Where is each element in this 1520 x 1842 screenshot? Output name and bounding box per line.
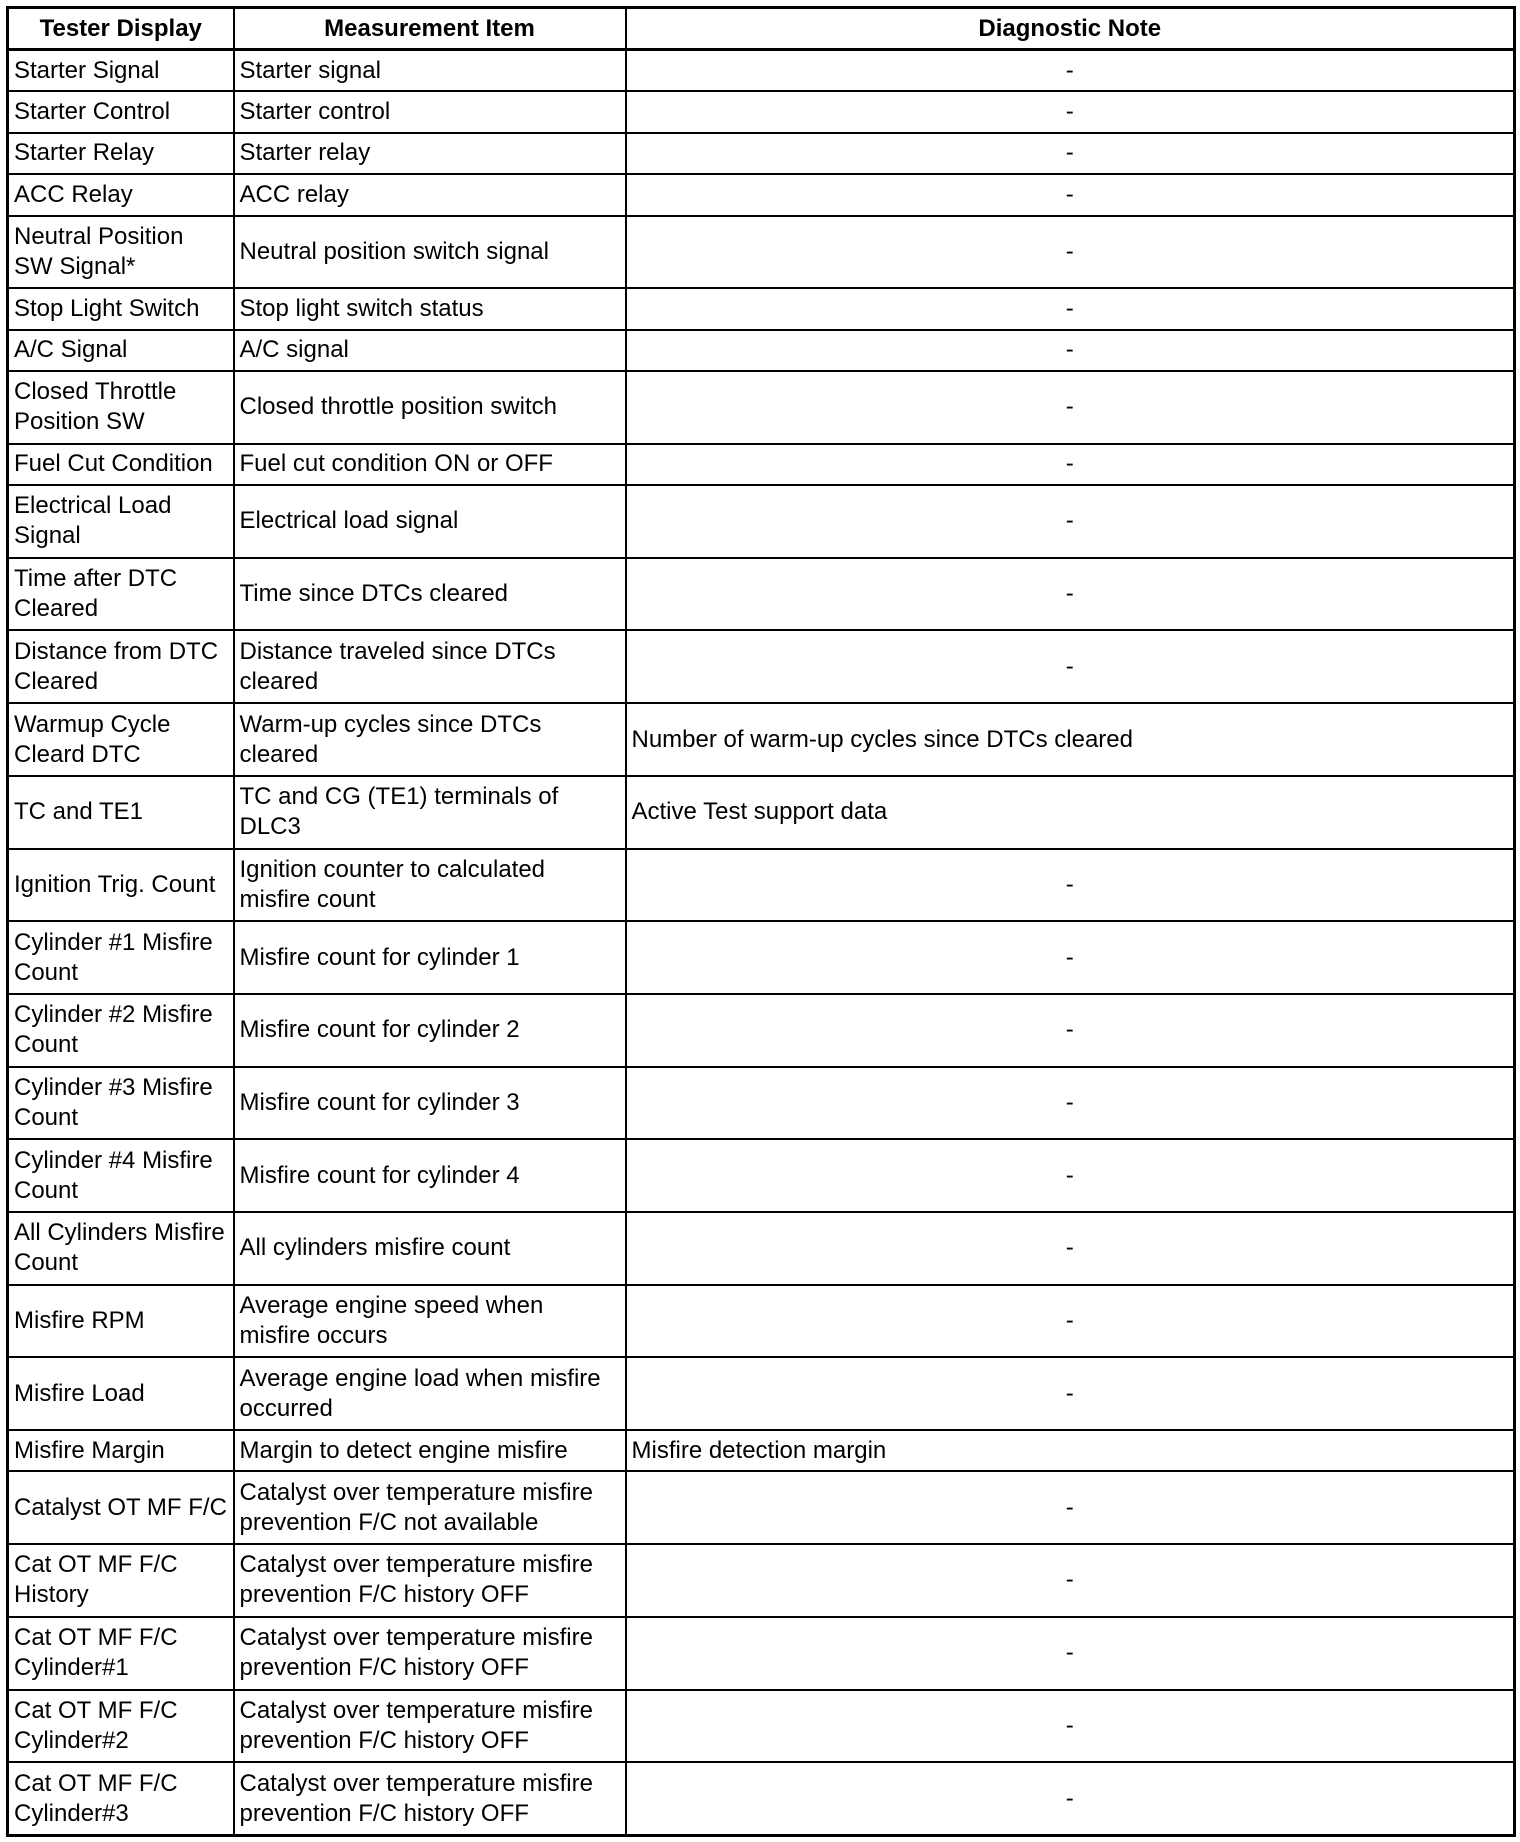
table-row: [8, 1139, 1515, 1212]
cell-tester-display: A/C Signal: [8, 330, 234, 371]
cell-diagnostic-note: Misfire detection margin: [626, 1430, 1515, 1471]
cell-diagnostic-note: -: [626, 1067, 1515, 1140]
table-row: [8, 558, 1515, 631]
cell-tester-display: Cylinder #3 Misfire Count: [8, 1067, 234, 1140]
cell-measurement-item: Average engine speed when misfire occurs: [234, 1285, 626, 1358]
table-row: [8, 1430, 1515, 1471]
cell-measurement-item: Distance traveled since DTCs cleared: [234, 630, 626, 703]
table-row: [8, 1357, 1515, 1430]
cell-diagnostic-note: -: [626, 371, 1515, 444]
cell-tester-display: All Cylinders Misfire Count: [8, 1212, 234, 1285]
cell-measurement-item: Warm-up cycles since DTCs cleared: [234, 703, 626, 776]
cell-measurement-item: Misfire count for cylinder 3: [234, 1067, 626, 1140]
cell-diagnostic-note: -: [626, 50, 1515, 92]
header-diagnostic-note: Diagnostic Note: [626, 8, 1515, 50]
table-row: [8, 994, 1515, 1067]
cell-diagnostic-note: -: [626, 485, 1515, 558]
table-row: [8, 50, 1515, 92]
cell-measurement-item: Misfire count for cylinder 1: [234, 921, 626, 994]
cell-tester-display: Cat OT MF F/C History: [8, 1544, 234, 1617]
cell-measurement-item: Starter control: [234, 91, 626, 132]
cell-tester-display: Electrical Load Signal: [8, 485, 234, 558]
table-row: [8, 288, 1515, 329]
table-row: [8, 1617, 1515, 1690]
cell-diagnostic-note: -: [626, 921, 1515, 994]
cell-tester-display: Warmup Cycle Cleard DTC: [8, 703, 234, 776]
table-row: [8, 921, 1515, 994]
cell-measurement-item: Catalyst over temperature misfire prevention F/C history OFF: [234, 1617, 626, 1690]
cell-diagnostic-note: -: [626, 1471, 1515, 1544]
cell-tester-display: Misfire Margin: [8, 1430, 234, 1471]
cell-diagnostic-note: -: [626, 849, 1515, 922]
table-row: [8, 1285, 1515, 1358]
cell-measurement-item: Starter relay: [234, 133, 626, 174]
cell-tester-display: Cylinder #2 Misfire Count: [8, 994, 234, 1067]
tester-data-table: [6, 6, 1516, 1837]
cell-tester-display: Time after DTC Cleared: [8, 558, 234, 631]
cell-diagnostic-note: -: [626, 216, 1515, 289]
cell-measurement-item: Margin to detect engine misfire: [234, 1430, 626, 1471]
table-row: [8, 91, 1515, 132]
cell-measurement-item: Closed throttle position switch: [234, 371, 626, 444]
cell-diagnostic-note: -: [626, 1212, 1515, 1285]
table-row: [8, 216, 1515, 289]
cell-diagnostic-note: -: [626, 133, 1515, 174]
table-row: [8, 1067, 1515, 1140]
cell-diagnostic-note: -: [626, 1544, 1515, 1617]
cell-measurement-item: Catalyst over temperature misfire prevention F/C history OFF: [234, 1544, 626, 1617]
table-row: [8, 174, 1515, 215]
cell-measurement-item: Electrical load signal: [234, 485, 626, 558]
cell-tester-display: ACC Relay: [8, 174, 234, 215]
table-row: [8, 133, 1515, 174]
table-row: [8, 371, 1515, 444]
cell-measurement-item: Catalyst over temperature misfire prevention F/C history OFF: [234, 1762, 626, 1835]
cell-tester-display: Starter Signal: [8, 50, 234, 92]
cell-diagnostic-note: -: [626, 630, 1515, 703]
cell-diagnostic-note: -: [626, 330, 1515, 371]
cell-diagnostic-note: -: [626, 1357, 1515, 1430]
cell-diagnostic-note: -: [626, 1139, 1515, 1212]
cell-tester-display: Closed Throttle Position SW: [8, 371, 234, 444]
table-row: [8, 849, 1515, 922]
cell-measurement-item: Catalyst over temperature misfire prevention F/C not available: [234, 1471, 626, 1544]
cell-measurement-item: All cylinders misfire count: [234, 1212, 626, 1285]
header-tester-display: Tester Display: [8, 8, 234, 50]
cell-tester-display: Catalyst OT MF F/C: [8, 1471, 234, 1544]
cell-diagnostic-note: -: [626, 444, 1515, 485]
cell-tester-display: Fuel Cut Condition: [8, 444, 234, 485]
cell-diagnostic-note: -: [626, 1690, 1515, 1763]
cell-measurement-item: ACC relay: [234, 174, 626, 215]
cell-tester-display: Starter Control: [8, 91, 234, 132]
table-row: [8, 1690, 1515, 1763]
cell-tester-display: Stop Light Switch: [8, 288, 234, 329]
cell-tester-display: TC and TE1: [8, 776, 234, 849]
table-row: [8, 1762, 1515, 1835]
table-row: [8, 330, 1515, 371]
table-body: [8, 50, 1515, 1836]
cell-measurement-item: A/C signal: [234, 330, 626, 371]
cell-measurement-item: Neutral position switch signal: [234, 216, 626, 289]
table-row: [8, 776, 1515, 849]
cell-diagnostic-note: Number of warm-up cycles since DTCs cleared: [626, 703, 1515, 776]
cell-tester-display: Cylinder #1 Misfire Count: [8, 921, 234, 994]
cell-tester-display: Cat OT MF F/C Cylinder#2: [8, 1690, 234, 1763]
cell-measurement-item: Fuel cut condition ON or OFF: [234, 444, 626, 485]
cell-diagnostic-note: -: [626, 1285, 1515, 1358]
cell-tester-display: Misfire Load: [8, 1357, 234, 1430]
cell-tester-display: Starter Relay: [8, 133, 234, 174]
table-row: [8, 630, 1515, 703]
cell-tester-display: Cat OT MF F/C Cylinder#3: [8, 1762, 234, 1835]
cell-measurement-item: Ignition counter to calculated misfire count: [234, 849, 626, 922]
cell-diagnostic-note: Active Test support data: [626, 776, 1515, 849]
table-row: [8, 1212, 1515, 1285]
table-row: [8, 1471, 1515, 1544]
cell-tester-display: Neutral Position SW Signal*: [8, 216, 234, 289]
table-row: [8, 444, 1515, 485]
cell-measurement-item: TC and CG (TE1) terminals of DLC3: [234, 776, 626, 849]
table-row: [8, 703, 1515, 776]
table-header: [8, 8, 1515, 50]
cell-tester-display: Distance from DTC Cleared: [8, 630, 234, 703]
cell-diagnostic-note: -: [626, 174, 1515, 215]
cell-measurement-item: Starter signal: [234, 50, 626, 92]
cell-tester-display: Cylinder #4 Misfire Count: [8, 1139, 234, 1212]
cell-diagnostic-note: -: [626, 994, 1515, 1067]
cell-diagnostic-note: -: [626, 91, 1515, 132]
cell-measurement-item: Time since DTCs cleared: [234, 558, 626, 631]
table-row: [8, 1544, 1515, 1617]
header-row: [8, 8, 1515, 50]
cell-measurement-item: Average engine load when misfire occurred: [234, 1357, 626, 1430]
cell-diagnostic-note: -: [626, 1762, 1515, 1835]
cell-tester-display: Ignition Trig. Count: [8, 849, 234, 922]
cell-measurement-item: Misfire count for cylinder 4: [234, 1139, 626, 1212]
cell-diagnostic-note: -: [626, 288, 1515, 329]
cell-tester-display: Cat OT MF F/C Cylinder#1: [8, 1617, 234, 1690]
cell-diagnostic-note: -: [626, 1617, 1515, 1690]
cell-measurement-item: Catalyst over temperature misfire prevention F/C history OFF: [234, 1690, 626, 1763]
cell-diagnostic-note: -: [626, 558, 1515, 631]
cell-measurement-item: Stop light switch status: [234, 288, 626, 329]
header-measurement-item: Measurement Item: [234, 8, 626, 50]
table-row: [8, 485, 1515, 558]
cell-measurement-item: Misfire count for cylinder 2: [234, 994, 626, 1067]
cell-tester-display: Misfire RPM: [8, 1285, 234, 1358]
